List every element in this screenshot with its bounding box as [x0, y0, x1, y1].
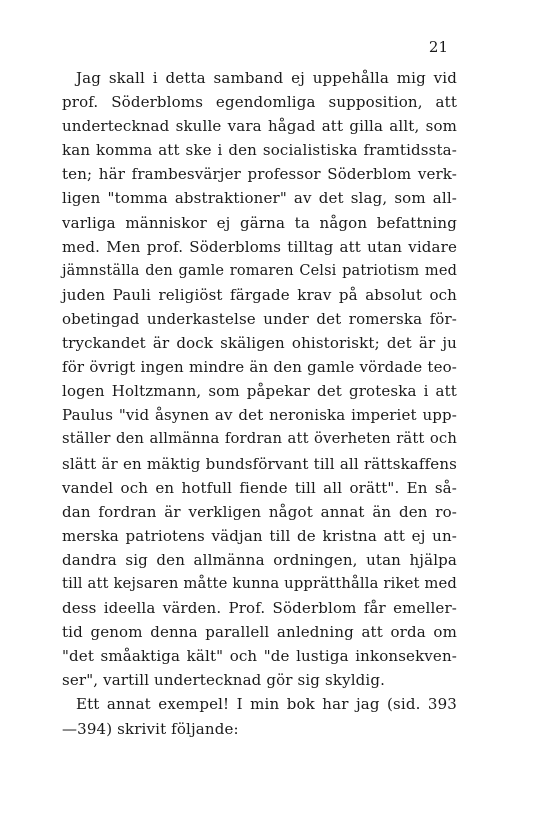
text-line: varliga människor ej gärna ta någon befattning: [62, 213, 457, 232]
text-line: ligen "tomma abstraktioner" av det slag, som all-: [62, 189, 457, 208]
text-line: Paulus "vid åsynen av det neroniska imperiet upp-: [62, 406, 457, 425]
text-line: juden Pauli religiöst färgade krav på absolut och: [62, 285, 457, 304]
text-line: ställer den allmänna fordran att överheten rätt och: [62, 430, 457, 448]
text-line: med. Men prof. Söderbloms tilltag att utan vidare: [62, 237, 457, 256]
text-line: dess ideella värden. Prof. Söderblom får emeller-: [62, 599, 457, 618]
text-line: vandel och en hotfull fiende till all orätt". En så-: [62, 478, 457, 497]
text-line: Ett annat exempel! I min bok har jag (sid. 393: [76, 695, 457, 714]
text-line: obetingad underkastelse under det romerska för-: [62, 309, 457, 328]
text-line: merska patriotens vädjan till de kristna att ej un-: [62, 526, 457, 545]
text-line: tid genom denna parallell anledning att orda om: [62, 623, 457, 642]
text-line: —394) skrivit följande:: [62, 719, 239, 738]
page-number: 21: [428, 38, 448, 56]
text-line: jämnställa den gamle romaren Celsi patriotism med: [62, 262, 457, 279]
body-text: [62, 66, 457, 741]
text-line: tryckandet är dock skäligen ohistoriskt; det är ju: [62, 334, 457, 353]
text-line: logen Holtzmann, som påpekar det groteska i att: [62, 382, 457, 401]
text-line: kan komma att ske i den socialistiska framtidssta-: [62, 141, 457, 160]
text-line: Jag skall i detta samband ej uppehålla mig vid: [76, 69, 457, 87]
text-line: "det småaktiga kält" och "de lustiga inkonsekven-: [62, 647, 457, 666]
text-line: dandra sig den allmänna ordningen, utan hjälpa: [62, 550, 457, 569]
text-line: ten; här frambesvärjer professor Söderblom verk-: [62, 165, 457, 184]
text-line: till att kejsaren måtte kunna upprätthålla riket med: [62, 574, 457, 592]
text-line: slätt är en mäktig bundsförvant till all rättskaffens: [62, 454, 457, 473]
text-line: dan fordran är verkligen något annat än den ro-: [62, 502, 457, 521]
text-line: undertecknad skulle vara hågad att gilla allt, som: [62, 117, 457, 136]
text-line: prof. Söderbloms egendomliga supposition, att: [62, 93, 457, 112]
text-line: ser", vartill undertecknad gör sig skyldig.: [62, 671, 386, 690]
text-line: för övrigt ingen mindre än den gamle vördade teo-: [62, 358, 457, 377]
